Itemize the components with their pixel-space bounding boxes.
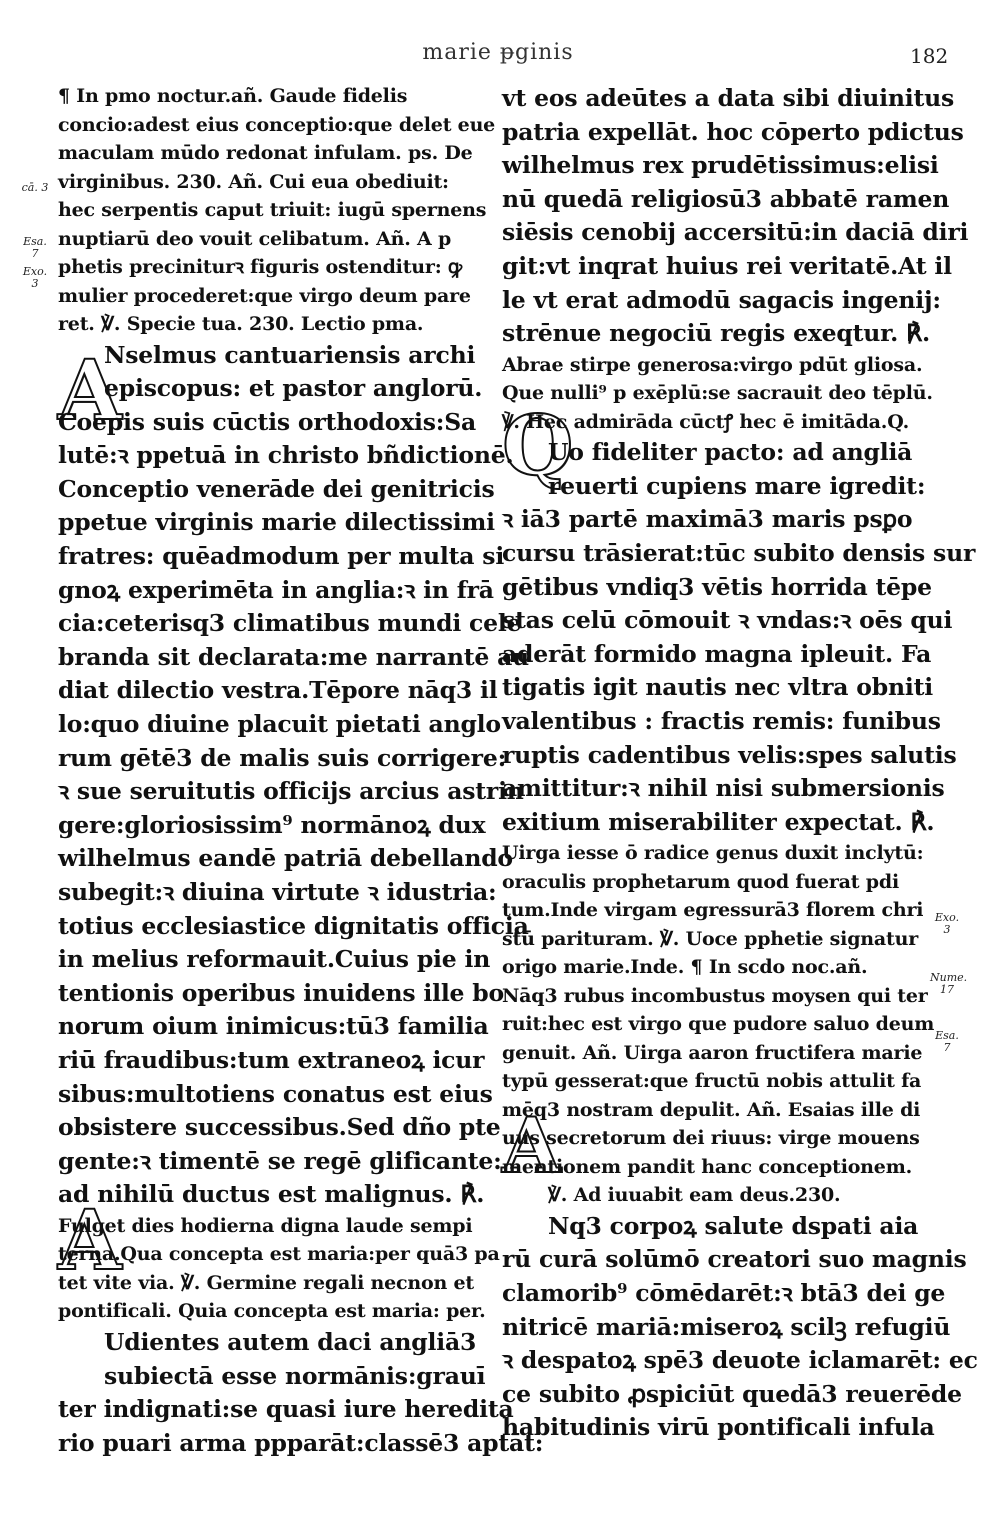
text-line: ꝛ despatoꝝ spē3 deuote iclamarēt: ec	[502, 1346, 978, 1375]
text-line: tigatis igit nautis nec vltra obniti	[502, 673, 934, 702]
marginal-note: Exo. 3	[22, 265, 48, 290]
text-line: nuptiarū deo vouit celibatum. Añ. A p	[58, 227, 452, 250]
text-line: oraculis prophetarum quod fuerat pdi	[502, 870, 899, 893]
text-line: gente:ꝛ timentē se regē glificante:	[58, 1146, 502, 1175]
text-line: nitricē mariā:miseroꝝ scilꝫ refugiū	[502, 1312, 951, 1341]
marginal-note: Nume. 17	[930, 971, 968, 996]
text-line: maculam mūdo redonat infulam. ps. De	[58, 142, 473, 164]
text-line: ꝛ iā3 partē maximā3 maris psꝑo	[502, 505, 913, 534]
decorated-initial: A	[502, 1101, 561, 1190]
running-head: marie ᵽginis	[422, 40, 574, 65]
decorated-initial: Q	[502, 398, 574, 494]
text-line: ℣. Hec admirāda cūctꝭ hec ē imitāda.Q.	[502, 410, 910, 433]
marginal-note: Esa. 7	[935, 1029, 959, 1054]
text-line: subiectā esse normānis:grauī	[104, 1361, 486, 1390]
text-line: tentionis operibus inuidens ille bo	[58, 978, 504, 1007]
text-line: aderāt formido magna ipleuit. Fa	[502, 639, 932, 668]
text-line: ce subito ꝓspiciūt quedā3 reuerēde	[502, 1379, 962, 1408]
text-line: Nq3 corpoꝝ salute dspati aia	[548, 1211, 919, 1240]
decorated-initial: A	[58, 1193, 122, 1289]
text-line: cursu trāsierat:tūc subito densis sur	[502, 539, 976, 568]
text-line: Abrae stirpe generosa:virgo pdūt gliosa.	[502, 353, 923, 376]
text-line: mēq3 nostram depulit. Añ. Esaias ille di	[502, 1098, 921, 1121]
text-line: ppetue virginis marie dilectissimi	[58, 508, 495, 537]
text-line: ret. ℣. Specie tua. 230. Lectio pma.	[58, 313, 424, 335]
text-line: subegit:ꝛ diuina virtute ꝛ idustria:	[58, 878, 497, 906]
text-line: totius ecclesiastice dignitatis officia	[58, 911, 529, 940]
text-line: lutē:ꝛ ppetuā in christo bñdictionē.	[58, 441, 514, 470]
text-line: habitudinis virū pontificali infula	[502, 1413, 935, 1442]
text-line: exitium miserabiliter expectat. ℟.	[502, 807, 935, 836]
text-line: episcopus: et pastor anglorū.	[104, 374, 483, 403]
text-line: tum.Inde virgam egressurā3 florem chri	[502, 899, 924, 922]
text-line: ꝛ sue seruitutis officijs arcius astrin	[58, 777, 524, 806]
text-line: origo marie.Inde. ¶ In scdo noc.añ.	[502, 956, 868, 979]
text-line: reuerti cupiens mare igredit:	[548, 471, 926, 500]
text-line: phetis preciniturꝛ figuris ostenditur: ꝙ	[58, 256, 462, 278]
marginal-note: cā. 3	[21, 181, 49, 194]
text-line: Nselmus cantuariensis archi	[104, 340, 476, 369]
text-line: branda sit declarata:me narrantē au	[58, 642, 530, 671]
text-line: rum gētē3 de malis suis corrigere:	[58, 743, 507, 772]
text-line: virginibus. 230. Añ. Cui eua obediuit:	[58, 170, 449, 193]
text-line: riū fraudibus:tum extraneoꝝ icur	[58, 1045, 485, 1074]
text-line: Udientes autem daci angliā3	[104, 1327, 477, 1356]
text-line: norum oium inimicus:tū3 familia	[58, 1012, 489, 1041]
text-line: Uo fideliter pacto: ad angliā	[548, 438, 913, 467]
text-line: gnoꝝ experimēta in anglia:ꝛ in frā	[58, 575, 494, 604]
text-line: tet vite via. ℣. Germine regali necnon et	[58, 1271, 474, 1294]
text-column-left	[58, 82, 544, 1460]
text-line: pontificali. Quia concepta est maria: per.	[58, 1300, 486, 1323]
text-line: valentibus : fractis remis: funibus	[502, 707, 941, 735]
text-line: ruit:hec est virgo que pudore saluo deum	[502, 1013, 935, 1036]
text-line: nū quedā religiosū3 abbatē ramen	[502, 184, 950, 213]
text-line: hec serpentis caput triuit: iugū spernens	[58, 199, 487, 221]
text-line: in melius reformauit.Cuius pie in	[58, 945, 491, 974]
text-line: Coepis suis cūctis orthodoxis:Sa	[58, 407, 477, 436]
text-line: diat dilectio vestra.Tēpore nāq3 il	[58, 676, 498, 705]
text-line: ℣. Ad iuuabit eam deus.230.	[548, 1184, 841, 1207]
text-line: rū curā solūmō creatori suo magnis	[502, 1245, 967, 1274]
text-line: le vt erat admodū sagacis ingenij:	[502, 285, 941, 314]
marginal-note: Exo. 3	[934, 911, 960, 936]
text-line: wilhelmus eandē patriā debellando	[58, 844, 513, 873]
text-line: Que nulli⁹ p exēplū:se sacrauit deo tēplū.	[502, 382, 933, 405]
text-line: mentionem pandit hanc conceptionem.	[502, 1155, 913, 1178]
text-line: patria expellāt. hoc cōperto pdictus	[502, 117, 964, 146]
text-line: sibus:multotiens conatus est eius	[58, 1079, 493, 1108]
text-line: genuit. Añ. Uirga aaron fructifera marie	[502, 1041, 923, 1064]
text-line: wilhelmus rex prudētissimus:elisi	[502, 151, 939, 180]
text-line: cia:ceterisq3 climatibus mundi cele	[58, 609, 522, 638]
text-line: mulier procederet:que virgo deum pare	[58, 284, 471, 307]
text-line: amittitur:ꝛ nihil nisi submersionis	[502, 774, 945, 803]
text-line: gere:gloriosissim⁹ normānoꝝ dux	[58, 810, 486, 839]
folio-number: 182	[910, 44, 949, 68]
text-line: siēsis cenobij accersitū:in daciā diri	[502, 218, 969, 247]
text-line: lo:quo diuine placuit pietati anglo	[58, 710, 501, 739]
text-line: Uirga iesse ō radice genus duxit inclytū:	[502, 842, 924, 865]
text-line: ter indignati:se quasi iure heredita	[58, 1395, 514, 1424]
text-line: concio:adest eius conceptio:que delet eue	[58, 113, 496, 136]
text-line: Fulget dies hodierna digna laude sempi	[58, 1214, 473, 1237]
text-line: Nāq3 rubus incombustus moysen qui ter	[502, 984, 928, 1007]
text-line: rio puari arma ppparāt:classē3 aptāt:	[58, 1428, 544, 1457]
text-line: ¶ In pmo noctur.añ. Gaude fidelis	[58, 85, 408, 107]
decorated-initial: A	[58, 343, 122, 439]
text-line: strēnue negociū regis exeqtur. ℟.	[502, 319, 931, 348]
text-line: clamorib⁹ cōmēdarēt:ꝛ btā3 dei ge	[502, 1279, 946, 1308]
text-line: vt eos adeūtes a data sibi diuinitus	[502, 84, 955, 112]
text-line: terna.Qua concepta est maria:per quā3 pa	[58, 1243, 500, 1266]
text-line: ruptis cadentibus velis:spes salutis	[502, 740, 957, 769]
text-line: stū parituram. ℣. Uoce pphetie signatur	[502, 927, 919, 950]
text-line: gētibus vndiq3 vētis horrida tēpe	[502, 572, 932, 601]
text-line: git:vt inqrat huius rei veritatē.At il	[502, 251, 952, 280]
text-line: typū gesserat:que fructū nobis attulit fa	[502, 1070, 922, 1093]
text-line: obsistere successibus.Sed dño pte	[58, 1113, 501, 1142]
text-line: fratres: quēadmodum per multa si	[58, 542, 505, 571]
text-line: ad nihilū ductus est malignus. ℟.	[58, 1180, 485, 1209]
marginal-note: Esa. 7	[23, 235, 47, 260]
text-line: uus secretorum dei riuus: virge mouens	[502, 1127, 920, 1150]
text-line: stas celū cōmouit ꝛ vndas:ꝛ oēs qui	[502, 606, 953, 635]
text-line: Conceptio venerāde dei genitricis	[58, 474, 495, 503]
